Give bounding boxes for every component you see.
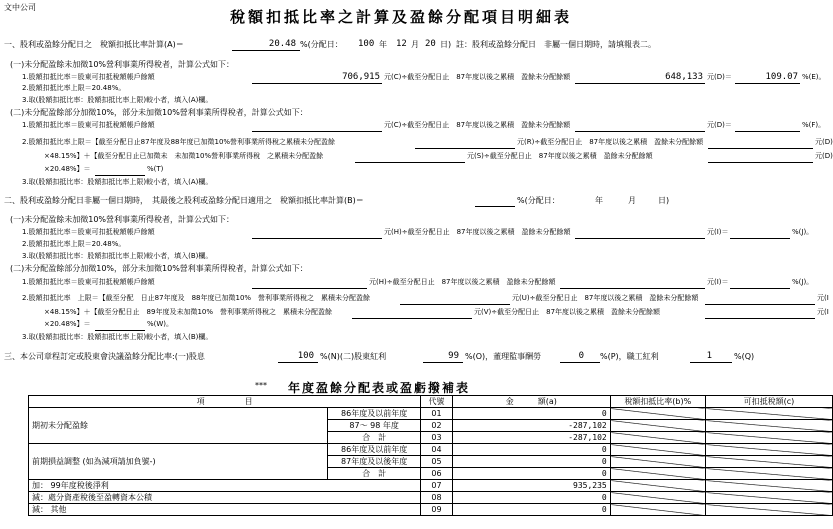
s1-day: 20 — [425, 39, 436, 49]
header-code: 代號 — [421, 396, 453, 408]
s1-p1-balance-c: 706,915 — [342, 72, 380, 82]
table-row: 前期損益調整 (如為減項請加負號-) 86年度及以前年度 04 0 — [29, 444, 833, 456]
s3-head: 三、本公司章程訂定或股東會決議盈餘分配比率:(一)股息 — [4, 352, 205, 361]
header-credit: 可扣抵稅額(c) — [705, 396, 832, 408]
distribution-table — [28, 395, 833, 516]
s2-head: 二、股利或盈餘分配日非屬一個日期時， 其最後之股利或盈餘分配日適用之 稅額扣抵比率計算(B)＝ — [4, 196, 364, 205]
table-row: 減： 其他 09 0 — [29, 504, 833, 516]
table-row: 87～ 98 年度 02 -287,102 — [29, 420, 833, 432]
table-row: 合 計 03 -287,102 — [29, 432, 833, 444]
s1-p1-balance-d: 648,133 — [665, 72, 703, 82]
table-row: 加： 99年度稅後淨利 07 935,235 — [29, 480, 833, 492]
header-amount: 金 額(a) — [452, 396, 610, 408]
s1-rate: 20.48 — [268, 39, 296, 49]
table-title: 年度盈餘分配表或盈虧撥補表 — [288, 381, 471, 395]
table-row: 減：處分資產稅後至盈轉資本公積 08 0 — [29, 492, 833, 504]
s1-pct: %(分配日： — [300, 40, 343, 49]
table-header-row — [29, 396, 833, 408]
table-row: 期初未分配盈餘 86年度及以前年度 01 0 — [29, 408, 833, 420]
header-item: 項 目 — [29, 396, 421, 408]
page-title: 稅額扣抵比率之計算及盈餘分配項目明細表 — [230, 8, 573, 26]
company-name: 文中公司 — [4, 3, 36, 12]
s1-month: 12 — [396, 39, 407, 49]
s1-year: 100 — [358, 39, 375, 49]
table-row: 87年度及以後年度 05 0 — [29, 456, 833, 468]
table-row: 合 計 06 0 — [29, 468, 833, 480]
table-title-stars: *** — [255, 381, 267, 390]
s1-p1-rate-e: 109.07 — [765, 72, 798, 82]
s1-head: 一、股利或盈餘分配日之 稅額扣抵比率計算(A)＝ — [4, 40, 184, 49]
s1-note: 註：股利或盈餘分配日 非屬一個日期時，請填報表二。 — [456, 40, 656, 49]
header-rate: 稅額扣抵比率(b)% — [610, 396, 705, 408]
